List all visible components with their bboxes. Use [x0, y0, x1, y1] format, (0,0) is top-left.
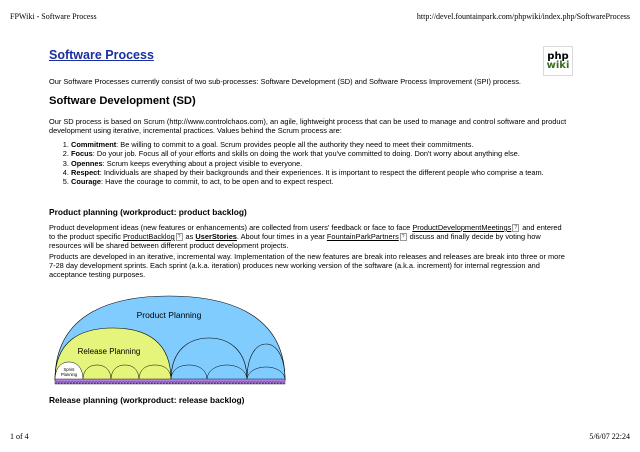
value-text: : Individuals are shaped by their backgrounds and their experiences. It is important to respect the different people who comprise a team.: [99, 167, 544, 177]
link-fountain-park-partners[interactable]: FountainParkPartners: [326, 232, 399, 241]
text-run: and entered to the product specific: [49, 223, 562, 241]
value-text: : Be willing to commit to a goal. Scrum provides people all the authority they need to meet their commitments.: [116, 140, 474, 149]
value-term: Commitment: [71, 140, 117, 149]
logo-line-2: wiki: [546, 60, 570, 71]
list-item: [71, 140, 591, 149]
print-header-title: FPWiki - Software Process: [10, 12, 97, 21]
text-run: as: [183, 232, 196, 241]
product-planning-label: Product Planning: [136, 310, 202, 320]
list-item: [71, 159, 591, 168]
list-item: [71, 149, 591, 158]
print-header-url: http://devel.fountainpark.com/phpwiki/index.php/SoftwareProcess: [416, 12, 630, 21]
value-term: Respect: [71, 167, 100, 177]
create-page-link[interactable]: ?: [177, 234, 181, 240]
value-text: : Scrum keeps everything about a project visible to everyone.: [102, 158, 303, 168]
list-item: [71, 168, 591, 177]
sd-paragraph: Our SD process is based on Scrum (http://www.controlchaos.com), an agile, lightweight process that can be used to manage and control software and product development using iterative, incremental practices. Values behind the Scrum process are:: [49, 117, 567, 135]
scrum-values-list: [49, 140, 591, 186]
value-text: : Do your job. Focus all of your efforts and skills on doing the work that you've committed to doing. Don't worry about anything else.: [92, 149, 520, 159]
text-run: Product development ideas (new features or enhancements) are collected from users' feedback or face to face: [49, 223, 413, 232]
create-page-link[interactable]: ?: [514, 225, 518, 231]
link-product-backlog[interactable]: ProductBacklog: [122, 232, 175, 241]
product-planning-paragraph-1: [49, 223, 567, 250]
link-user-stories[interactable]: UserStories: [195, 232, 237, 241]
text-run: discuss and finally decide by voting how resources will be shared between different product development projects.: [49, 232, 541, 250]
sprint-planning-label-1: Sprint: [63, 367, 75, 372]
value-text: : Have the courage to commit, to act, to be open and to expect respect.: [100, 177, 334, 187]
page-counter: 1 of 4: [10, 432, 29, 441]
product-planning-heading: Product planning (workproduct: product backlog): [49, 207, 247, 217]
sd-heading: Software Development (SD): [49, 95, 196, 107]
print-timestamp: 5/6/07 22:24: [589, 432, 630, 441]
intro-paragraph: Our Software Processes currently consist of two sub-processes: Software Development (SD) and Software Process Improvement (SPI) process.: [49, 77, 521, 86]
value-term: Focus: [71, 149, 93, 159]
list-item: [71, 177, 591, 186]
planning-levels-diagram: [49, 290, 289, 386]
create-page-link[interactable]: ?: [401, 234, 405, 240]
value-term: Opennes: [71, 158, 103, 168]
phpwiki-logo[interactable]: [543, 46, 573, 76]
text-run: . About four times in a year: [236, 232, 327, 241]
sprint-planning-label-2: Planning: [60, 372, 78, 377]
page-title[interactable]: Software Process: [49, 48, 154, 62]
product-planning-paragraph-2: Products are developed in an iterative, incremental way. Implementation of the new features are break into releases and releases are break into three or more 7-28 day development sprints. Each sprint (a.k.a. iteration) produces new working version of the software (a.k.a. increment) for internal regression and acceptance testing purposes.: [49, 252, 565, 279]
link-product-development-meetings[interactable]: ProductDevelopmentMeetings: [412, 223, 512, 232]
value-term: Courage: [71, 177, 101, 187]
release-planning-heading: Release planning (workproduct: release backlog): [49, 395, 245, 405]
release-planning-label: Release Planning: [77, 347, 141, 356]
logo-line-1: php: [547, 51, 569, 62]
